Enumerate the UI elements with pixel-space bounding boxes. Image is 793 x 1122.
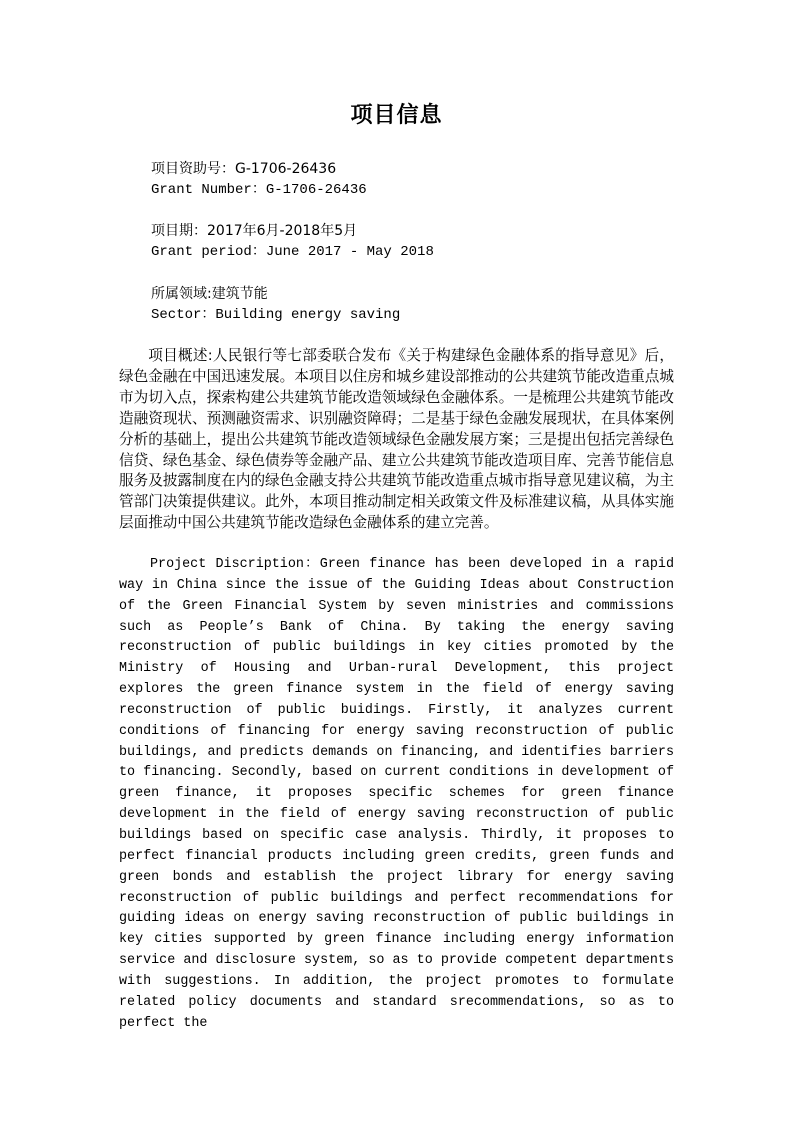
grant-number-en: Grant Number：G-1706-26436 bbox=[151, 182, 367, 198]
sector-block bbox=[151, 284, 711, 326]
grant-period-en: Grant period：June 2017 - May 2018 bbox=[151, 244, 434, 260]
sector-cn: 所属领域:建筑节能 bbox=[151, 286, 268, 302]
project-summary-en: Project Discription：Green finance has been developed in a rapid way in China since the issue of the Guiding Ideas about Construction of the Green Financial System by seven ministries and commissions such as People’s Bank of China. By taking the energy saving reconstruction of public buildings in key cities promoted by the Ministry of Housing and Urban-rural Development, this project explores the green finance system in the field of energy saving reconstruction of public buidings. Firstly, it analyzes current conditions of financing for energy saving reconstruction of public buildings, and predicts demands on financing, and identifies barriers to financing. Secondly, based on current conditions in development of green finance, it proposes specific schemes for green finance development in the field of energy saving reconstruction of public buildings based on specific case analysis. Thirdly, it proposes to perfect financial products including green credits, green funds and green bonds and establish the project library for energy saving reconstruction of public buildings and perfect recommendations for guiding ideas on energy saving reconstruction of public buildings in key cities supported by green finance including energy information service and disclosure system, so as to provide competent departments with suggestions. In addition, the project promotes to formulate related policy documents and standard srecommendations, so as to perfect the bbox=[119, 557, 674, 1031]
grant-number-block bbox=[151, 159, 711, 201]
grant-number-cn: 项目资助号：G-1706-26436 bbox=[151, 161, 337, 177]
grant-period-cn: 项目期：2017年6月-2018年5月 bbox=[151, 223, 358, 239]
project-summary-cn: 项目概述:人民银行等七部委联合发布《关于构建绿色金融体系的指导意见》后，绿色金融在中国迅速发展。本项目以住房和城乡建设部推动的公共建筑节能改造重点城市为切入点，探索构建公共建筑节能改造领域绿色金融体系。一是梳理公共建筑节能改造融资现状、预测融资需求、识别融资障碍；二是基于绿色金融发展现状，在具体案例分析的基础上，提出公共建筑节能改造领域绿色金融发展方案；三是提出包括完善绿色信贷、绿色基金、绿色债券等金融产品、建立公共建筑节能改造项目库、完善节能信息服务及披露制度在内的绿色金融支持公共建筑节能改造重点城市指导意见建议稿，为主管部门决策提供建议。此外，本项目推动制定相关政策文件及标准建议稿，从具体实施层面推动中国公共建筑节能改造绿色金融体系的建立完善。 bbox=[119, 347, 674, 532]
grant-period-block bbox=[151, 221, 711, 263]
page-title: 项目信息 bbox=[350, 103, 443, 128]
sector-en: Sector：Building energy saving bbox=[151, 307, 401, 323]
